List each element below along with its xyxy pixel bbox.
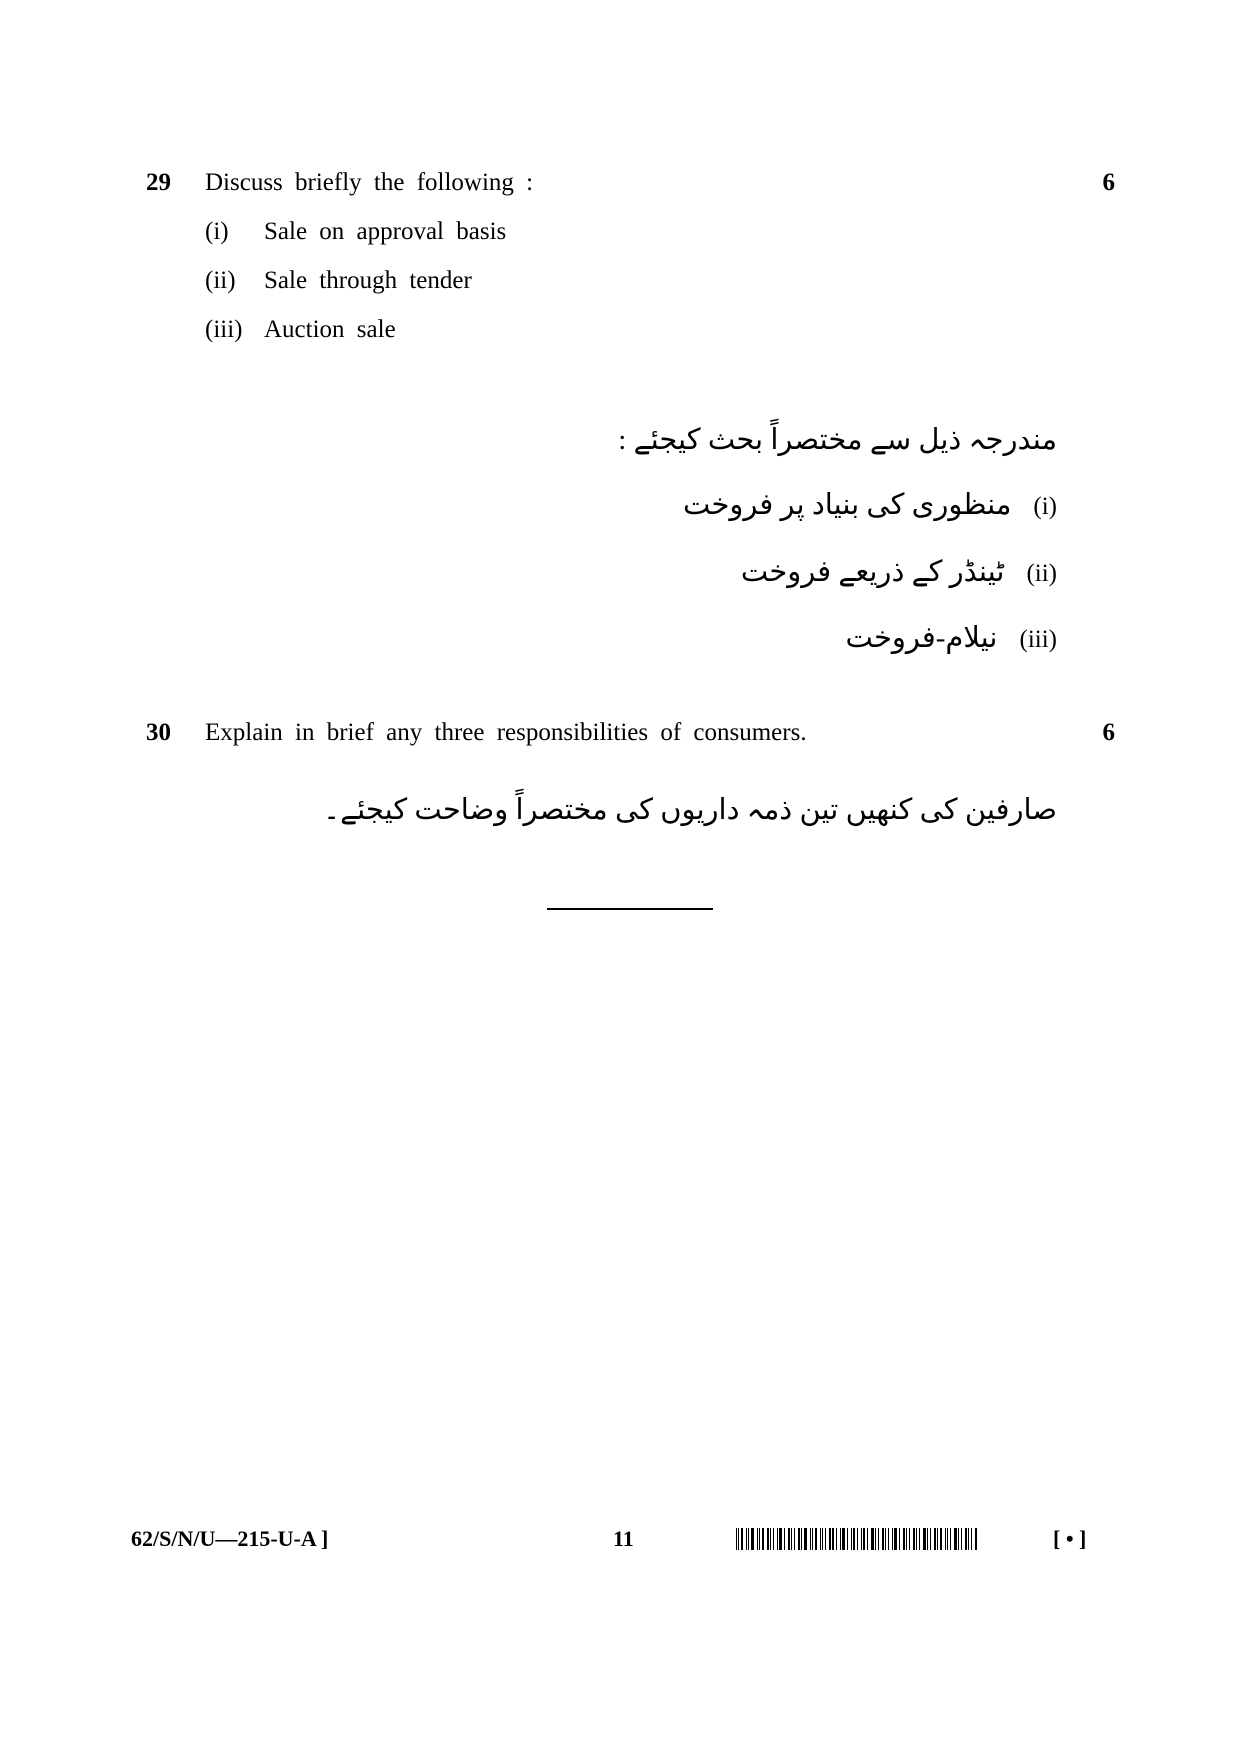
barcode-bar: [965, 1528, 967, 1550]
q29-item-1-number: (i): [205, 218, 229, 245]
q29-item-1-text: Sale on approval basis: [264, 218, 507, 245]
barcode: [736, 1528, 1001, 1550]
barcode-bar: [975, 1528, 977, 1550]
q29-urdu-item-3-text: نیلام-فروخت: [845, 622, 998, 654]
barcode-bar: [836, 1528, 837, 1550]
question-29-text: Discuss briefly the following :: [205, 169, 534, 196]
barcode-bar: [770, 1528, 771, 1550]
barcode-bar: [757, 1528, 758, 1550]
barcode-bar: [861, 1528, 862, 1550]
question-29-marks: 6: [1102, 169, 1115, 196]
barcode-bar: [842, 1528, 845, 1550]
barcode-bar: [906, 1528, 907, 1550]
barcode-bar: [878, 1528, 879, 1550]
barcode-bar: [751, 1528, 754, 1550]
barcode-bar: [909, 1528, 910, 1550]
barcode-bar: [971, 1528, 972, 1550]
q29-urdu-item-1-number: (i): [1033, 493, 1057, 520]
q29-item-2-number: (ii): [205, 267, 236, 294]
barcode-bar: [930, 1528, 931, 1550]
end-divider-line: [547, 908, 713, 910]
barcode-bar: [903, 1528, 905, 1550]
question-30-number: 30: [146, 719, 171, 746]
barcode-bar: [940, 1528, 942, 1550]
barcode-bar: [798, 1528, 800, 1550]
barcode-bar: [810, 1528, 811, 1550]
barcode-bar: [762, 1528, 764, 1550]
barcode-bar: [759, 1528, 760, 1550]
q29-urdu-item-2: [657, 552, 1057, 594]
paper-code: 62/S/N/U—215-U-A ]: [131, 1526, 329, 1551]
barcode-bar: [947, 1528, 948, 1550]
q29-urdu-item-2-text: ٹینڈر کے ذریعے فروخت: [740, 556, 1005, 588]
page-number: 11: [613, 1526, 634, 1551]
barcode-bar: [773, 1528, 774, 1550]
barcode-bar: [857, 1528, 858, 1550]
barcode-bar: [779, 1528, 782, 1550]
barcode-bar: [888, 1528, 889, 1550]
barcode-bar: [820, 1528, 821, 1550]
q29-urdu-item-2-number: (ii): [1026, 560, 1057, 587]
q29-item-2-text: Sale through tender: [264, 267, 472, 294]
question-29-number: 29: [146, 169, 171, 196]
barcode-bar: [736, 1528, 737, 1550]
q29-urdu-item-3: [657, 618, 1057, 660]
barcode-bar: [777, 1528, 778, 1550]
barcode-bar: [871, 1528, 874, 1550]
barcode-bar: [738, 1528, 739, 1550]
barcode-bar: [784, 1528, 785, 1550]
barcode-bar: [804, 1528, 807, 1550]
barcode-bar: [968, 1528, 969, 1550]
barcode-bar: [863, 1528, 865, 1550]
barcode-bar: [927, 1528, 928, 1550]
barcode-bar: [899, 1528, 900, 1550]
barcode-bar: [923, 1528, 926, 1550]
question-30-urdu-text: صارفین کی کنھیں تین ذمہ داریوں کی مختصراً وضاحت کیجئے۔: [323, 794, 1057, 826]
barcode-bar: [788, 1528, 790, 1550]
barcode-bar: [937, 1528, 938, 1550]
barcode-bar: [882, 1528, 884, 1550]
barcode-bar: [945, 1528, 946, 1550]
barcode-bar: [840, 1528, 841, 1550]
barcode-bar: [851, 1528, 852, 1550]
barcode-bar: [791, 1528, 792, 1550]
barcode-bar: [913, 1528, 915, 1550]
barcode-bar: [954, 1528, 957, 1550]
barcode-bar: [916, 1528, 917, 1550]
q29-item-3-number: (iii): [205, 316, 243, 343]
q29-urdu-item-3-number: (iii): [1019, 626, 1057, 653]
barcode-bar: [867, 1528, 868, 1550]
question-30-marks: 6: [1102, 719, 1115, 746]
q29-urdu-item-1: [657, 485, 1057, 527]
q29-item-3-text: Auction sale: [264, 316, 396, 343]
barcode-bar: [950, 1528, 951, 1550]
barcode-bar: [741, 1528, 743, 1550]
question-30-text: Explain in brief any three responsibilities of consumers.: [205, 719, 807, 746]
set-marker: [ • ]: [1053, 1526, 1087, 1551]
barcode-bar: [815, 1528, 817, 1550]
barcode-bar: [961, 1528, 962, 1550]
barcode-bar: [919, 1528, 920, 1550]
barcode-bar: [822, 1528, 823, 1550]
barcode-bar: [934, 1528, 936, 1550]
barcode-bar: [885, 1528, 886, 1550]
barcode-bar: [829, 1528, 831, 1550]
barcode-bar: [767, 1528, 769, 1550]
barcode-bar: [748, 1528, 749, 1550]
question-29-urdu-text: مندرجہ ذیل سے مختصراً بحث کیجئے :: [618, 424, 1057, 456]
barcode-bar: [746, 1528, 747, 1550]
q29-urdu-item-1-text: منظوری کی بنیاد پر فروخت: [682, 489, 1012, 521]
barcode-bar: [812, 1528, 813, 1550]
barcode-bar: [794, 1528, 795, 1550]
barcode-bar: [832, 1528, 834, 1550]
barcode-bar: [875, 1528, 876, 1550]
barcode-bar: [853, 1528, 855, 1550]
barcode-bar: [801, 1528, 802, 1550]
barcode-bar: [825, 1528, 826, 1550]
barcode-bar: [892, 1528, 893, 1550]
barcode-bar: [958, 1528, 959, 1550]
barcode-bar: [847, 1528, 848, 1550]
barcode-bar: [894, 1528, 897, 1550]
